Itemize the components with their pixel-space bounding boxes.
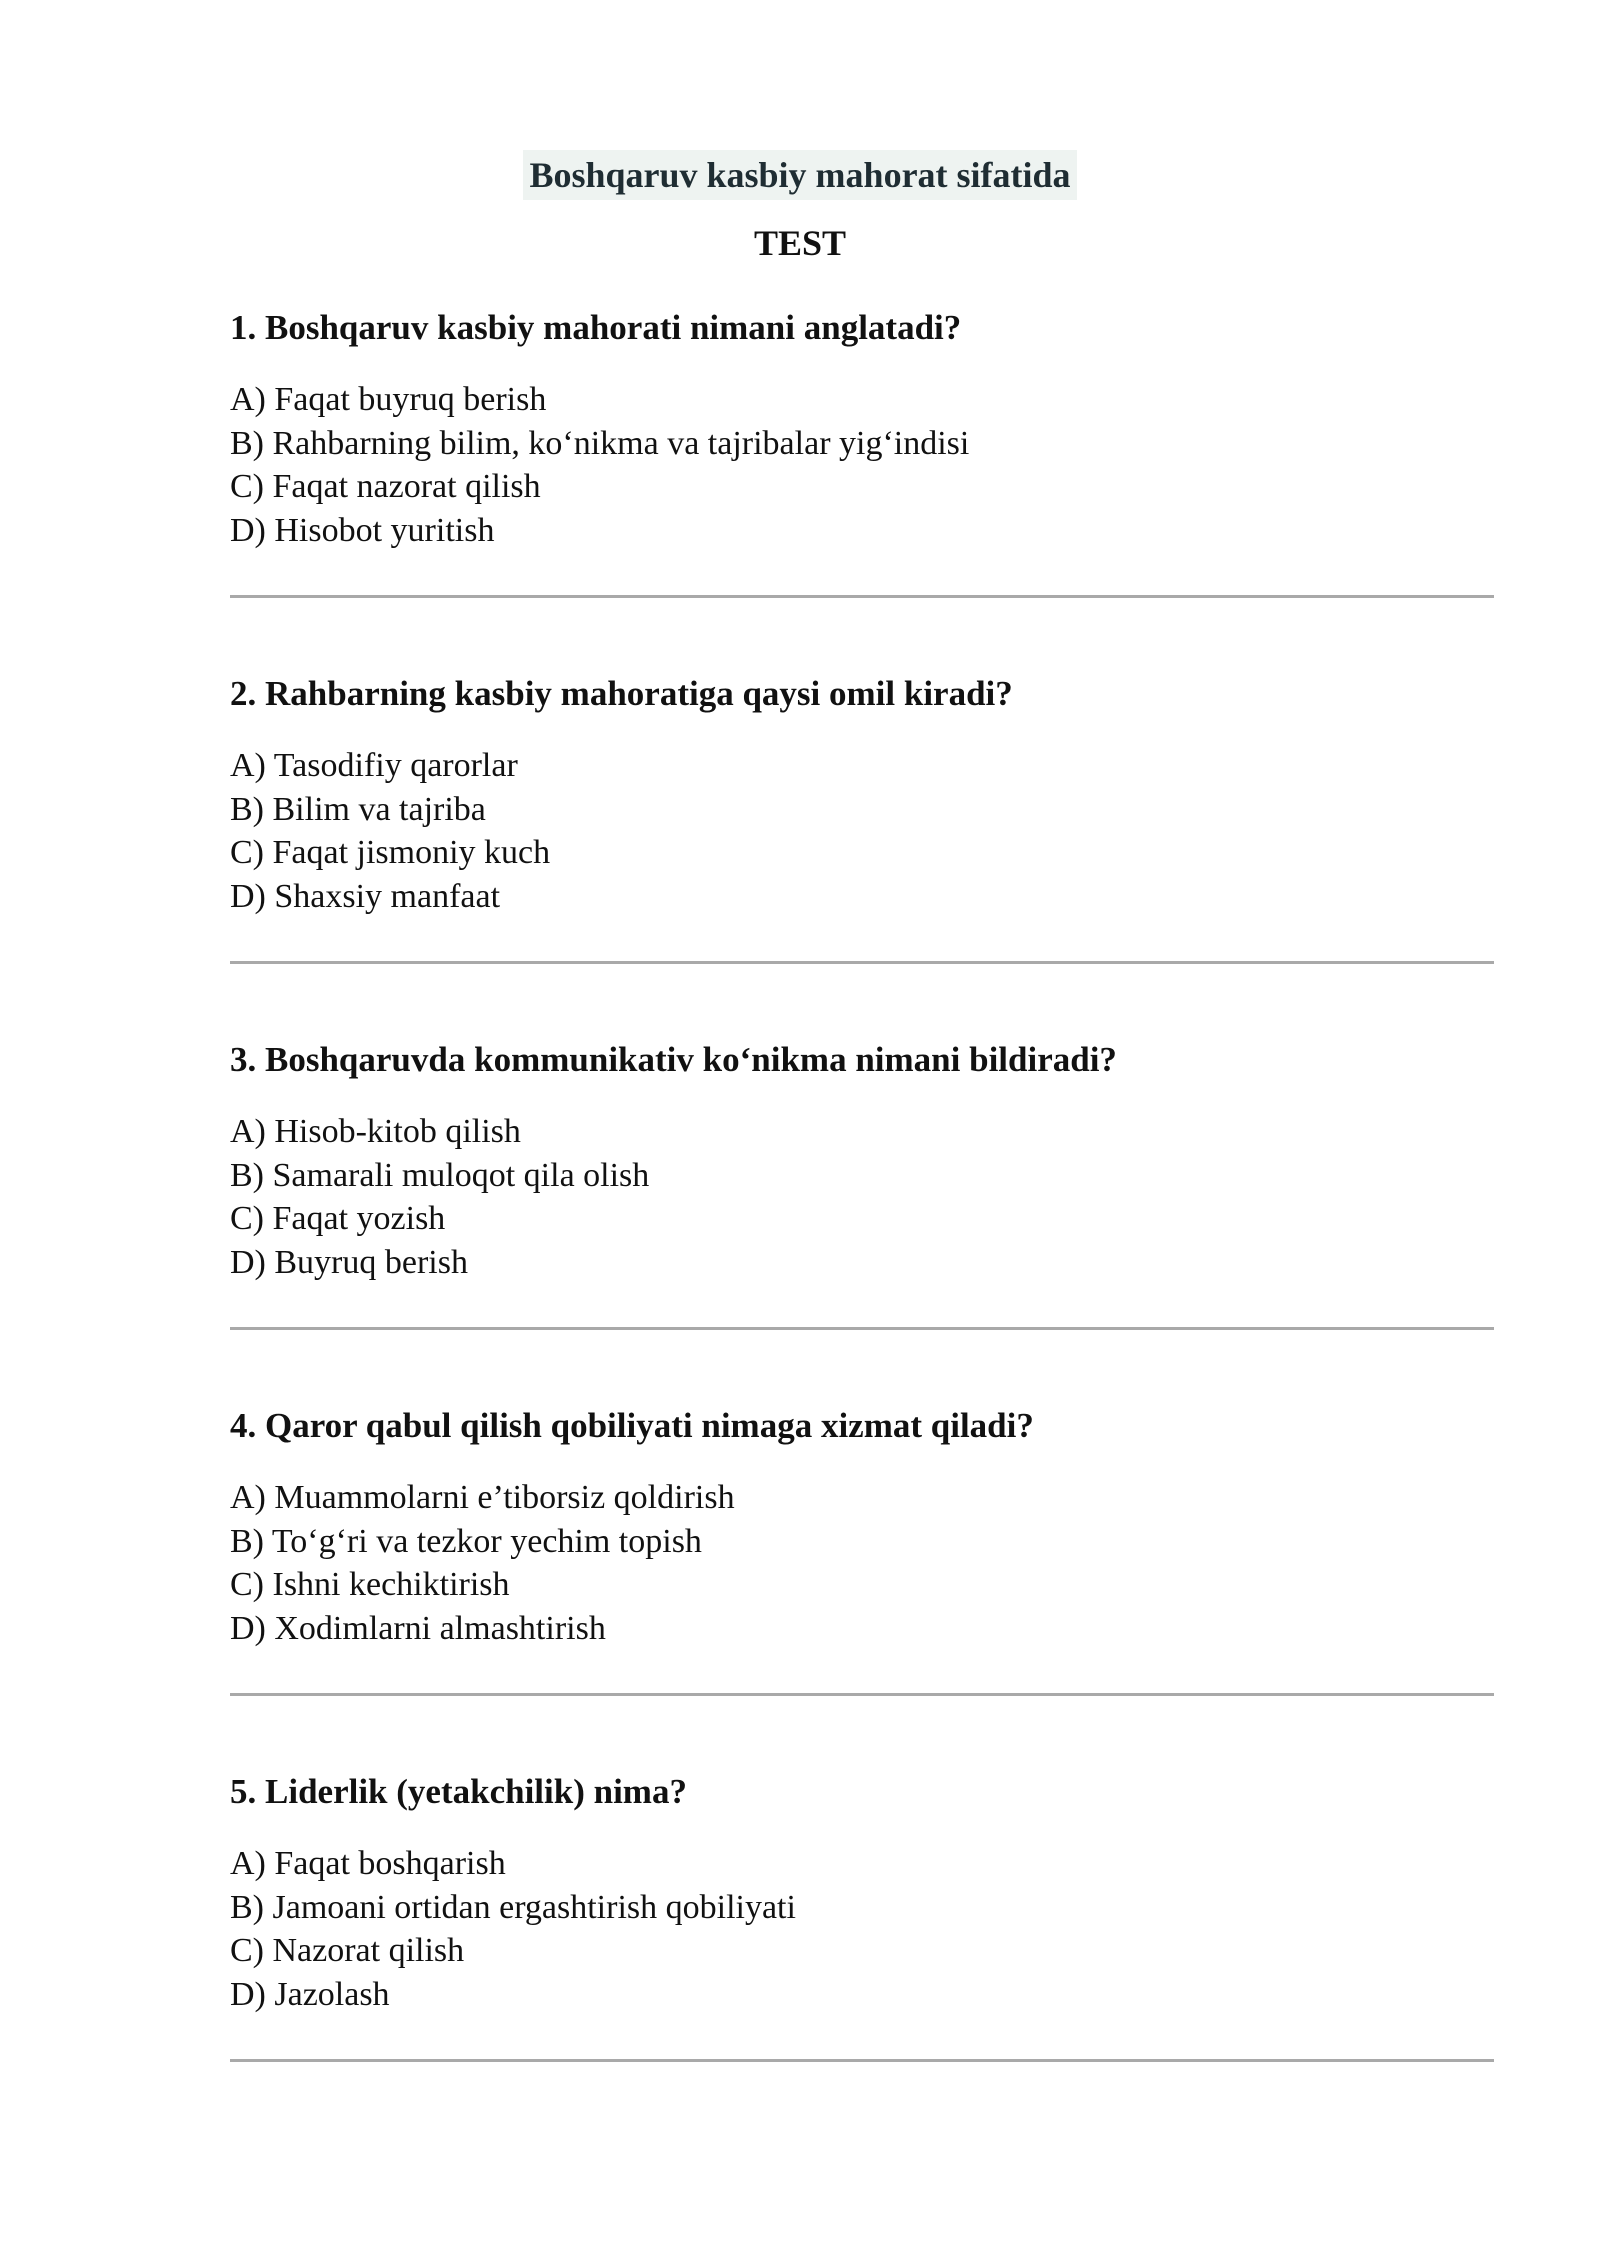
answer-option: B) Jamoani ortidan ergashtirish qobiliyati (230, 1888, 796, 1926)
document-title (0, 150, 1600, 200)
answer-option: C) Faqat nazorat qilish (230, 468, 541, 505)
answer-option: B) To‘g‘ri va tezkor yechim topish (230, 1522, 702, 1560)
answer-options (230, 378, 1494, 552)
answer-option: A) Faqat buyruq berish (230, 381, 547, 418)
question-3 (230, 1032, 1494, 1398)
question-text: 3. Boshqaruvda kommunikativ ko‘nikma nimani bildiradi? (230, 1040, 1117, 1079)
question-2 (230, 666, 1494, 1032)
answer-option: C) Ishni kechiktirish (230, 1566, 510, 1603)
section-divider (230, 1693, 1494, 1696)
document-subtitle: TEST (753, 223, 847, 263)
answer-option: C) Faqat jismoniy kuch (230, 834, 551, 871)
answer-options (230, 1476, 1494, 1650)
question-4 (230, 1398, 1494, 1764)
answer-options (230, 1842, 1494, 2016)
question-text: 2. Rahbarning kasbiy mahoratiga qaysi omil kiradi? (230, 674, 1013, 713)
question-5 (230, 1764, 1494, 2130)
question-text: 1. Boshqaruv kasbiy mahorati nimani anglatadi? (230, 308, 962, 347)
answer-options (230, 1110, 1494, 1284)
answer-option: B) Rahbarning bilim, ko‘nikma va tajribalar yig‘indisi (230, 424, 970, 462)
answer-option: B) Bilim va tajriba (230, 790, 486, 828)
answer-option: D) Buyruq berish (230, 1243, 468, 1281)
section-divider (230, 595, 1494, 598)
answer-option: D) Xodimlarni almashtirish (230, 1609, 606, 1647)
answer-option: D) Hisobot yuritish (230, 511, 495, 549)
document-title-text: Boshqaruv kasbiy mahorat sifatida (523, 150, 1076, 200)
answer-options (230, 744, 1494, 918)
question-text: 4. Qaror qabul qilish qobiliyati nimaga xizmat qiladi? (230, 1406, 1034, 1445)
answer-option: A) Muammolarni e’tiborsiz qoldirish (230, 1479, 735, 1516)
answer-option: B) Samarali muloqot qila olish (230, 1156, 650, 1194)
answer-option: A) Hisob-kitob qilish (230, 1113, 521, 1150)
answer-option: C) Faqat yozish (230, 1200, 446, 1237)
question-text: 5. Liderlik (yetakchilik) nima? (230, 1772, 687, 1811)
answer-option: C) Nazorat qilish (230, 1932, 465, 1969)
section-divider (230, 961, 1494, 964)
answer-option: A) Faqat boshqarish (230, 1845, 506, 1882)
question-1 (230, 300, 1494, 666)
section-divider (230, 1327, 1494, 1330)
section-divider (230, 2059, 1494, 2062)
question-list (230, 300, 1494, 2130)
answer-option: D) Jazolash (230, 1975, 390, 2013)
answer-option: D) Shaxsiy manfaat (230, 877, 501, 915)
answer-option: A) Tasodifiy qarorlar (230, 747, 518, 784)
